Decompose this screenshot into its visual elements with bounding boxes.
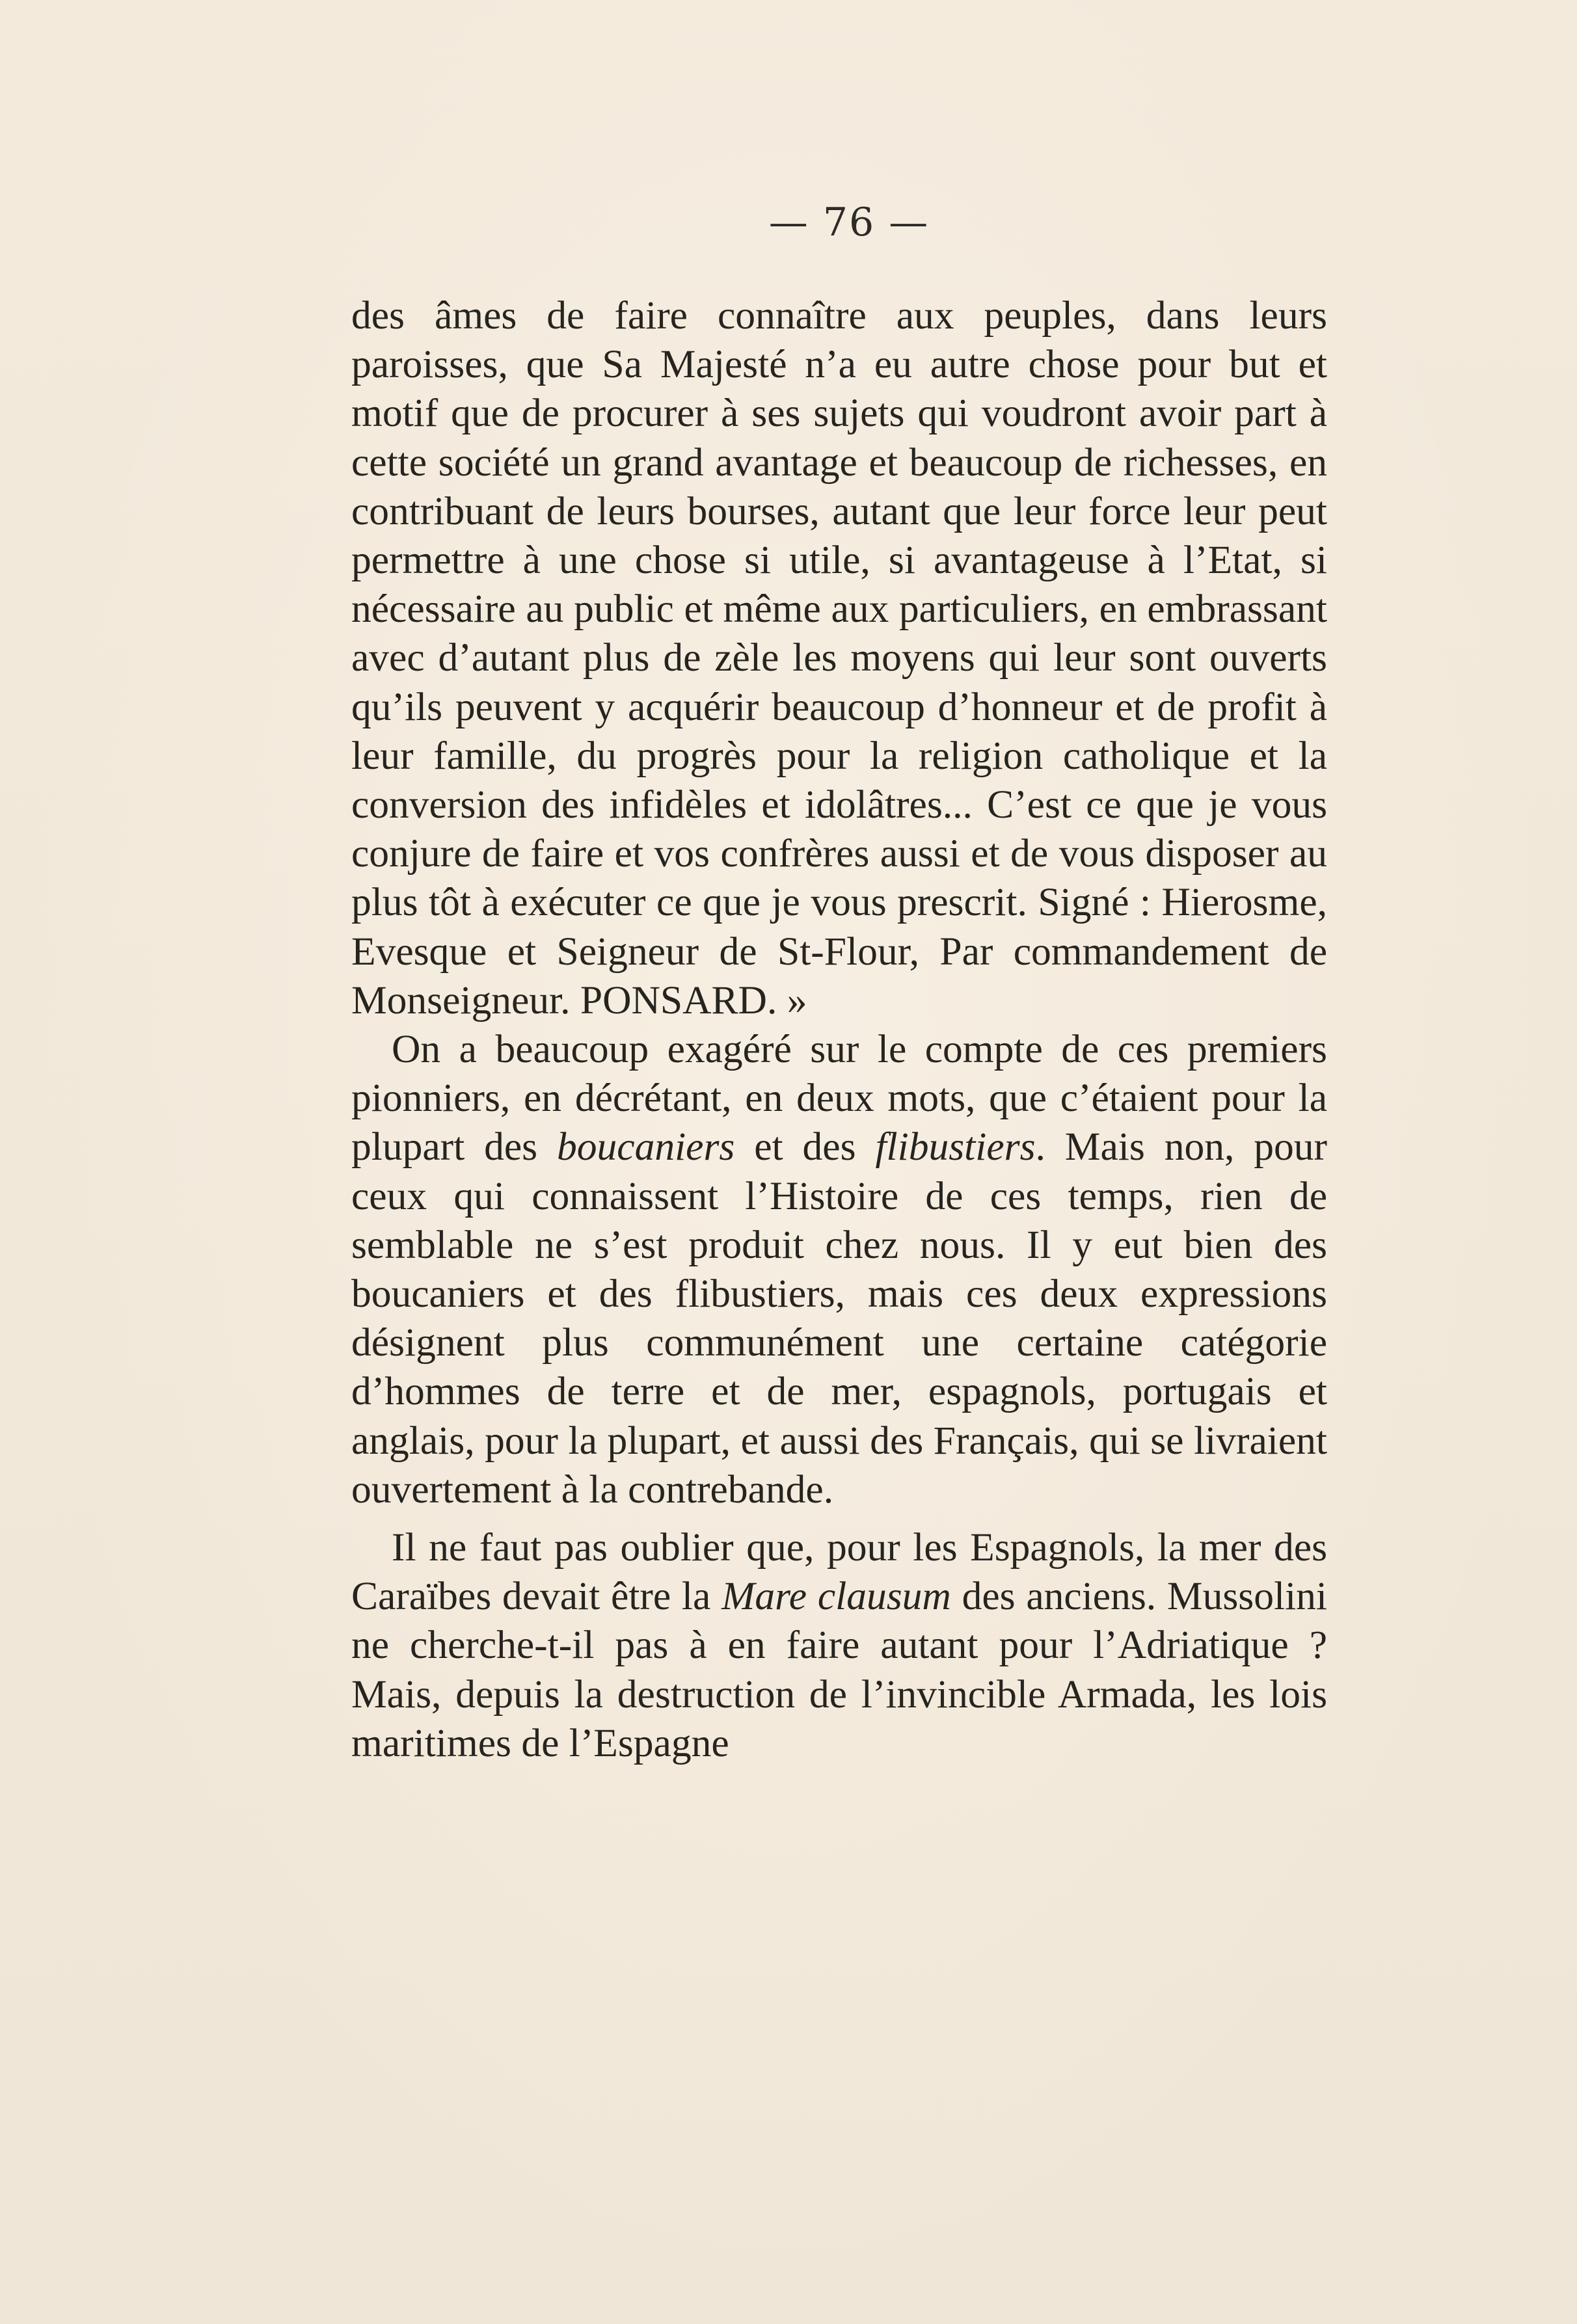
paragraph [351,1523,1327,1768]
body-text [351,291,1327,1768]
paragraph [351,291,1327,1025]
paragraph [351,1025,1327,1514]
paragraph-text: des anciens. Mussolini ne cherche-t-il pas à en faire autant pour l’Adriatique ? Mais, depuis la destruction de l’invincible Armada, les lois maritimes de l’Espagne [351,1574,1327,1765]
italic-term: boucaniers [557,1125,735,1169]
paragraph-text: Il ne faut pas oublier que, pour les Espagnols, la mer des Caraïbes devait être la [351,1525,1327,1619]
paragraph-text: On a beaucoup exagéré sur le compte de ces premiers pionniers, en décrétant, en deux mots, que c’étaient pour la plupart des [351,1027,1327,1169]
italic-term: Mare clausum [721,1574,951,1619]
paragraph-text: et des [735,1125,876,1169]
paragraph-text: des âmes de faire connaître aux peuples, dans leurs paroisses, que Sa Majesté n’a eu autre chose pour but et motif que de procurer à ses sujets qui voudront avoir part à cette société un grand avantage et beaucoup de richesses, en contribuant de leurs bourses, autant que leur force leur peut permettre à une chose si utile, si avantageuse à l’Etat, si nécessaire au public et même aux particuliers, en embrassant avec d’autant plus de zèle les moyens qui leur sont ouverts qu’ils peuvent y acquérir beaucoup d’honneur et de profit à leur famille, du progrès pour la religion catholique et la conversion des infidèles et idolâtres... C’est ce que je vous conjure de faire et vos confrères aussi et de vous disposer au plus tôt à exécuter ce que je vous prescrit. Signé : Hierosme, Evesque et Seigneur de St-Flour, Par commandement de Monseigneur. PONSARD. » [351,293,1327,1022]
paragraph-text: . Mais non, pour ceux qui connaissent l’Histoire de ces temps, rien de semblable ne s’est produit chez nous. Il y eut bien des boucaniers et des flibustiers, mais ces deux expressions désignent plus communément une certaine catégorie d’hommes de terre et de mer, espagnols, portugais et anglais, pour la plupart, et aussi des Français, qui se livraient ouvertement à la contrebande. [351,1125,1327,1512]
italic-term: flibustiers [875,1125,1036,1169]
page-number: — 76 — [768,200,930,245]
